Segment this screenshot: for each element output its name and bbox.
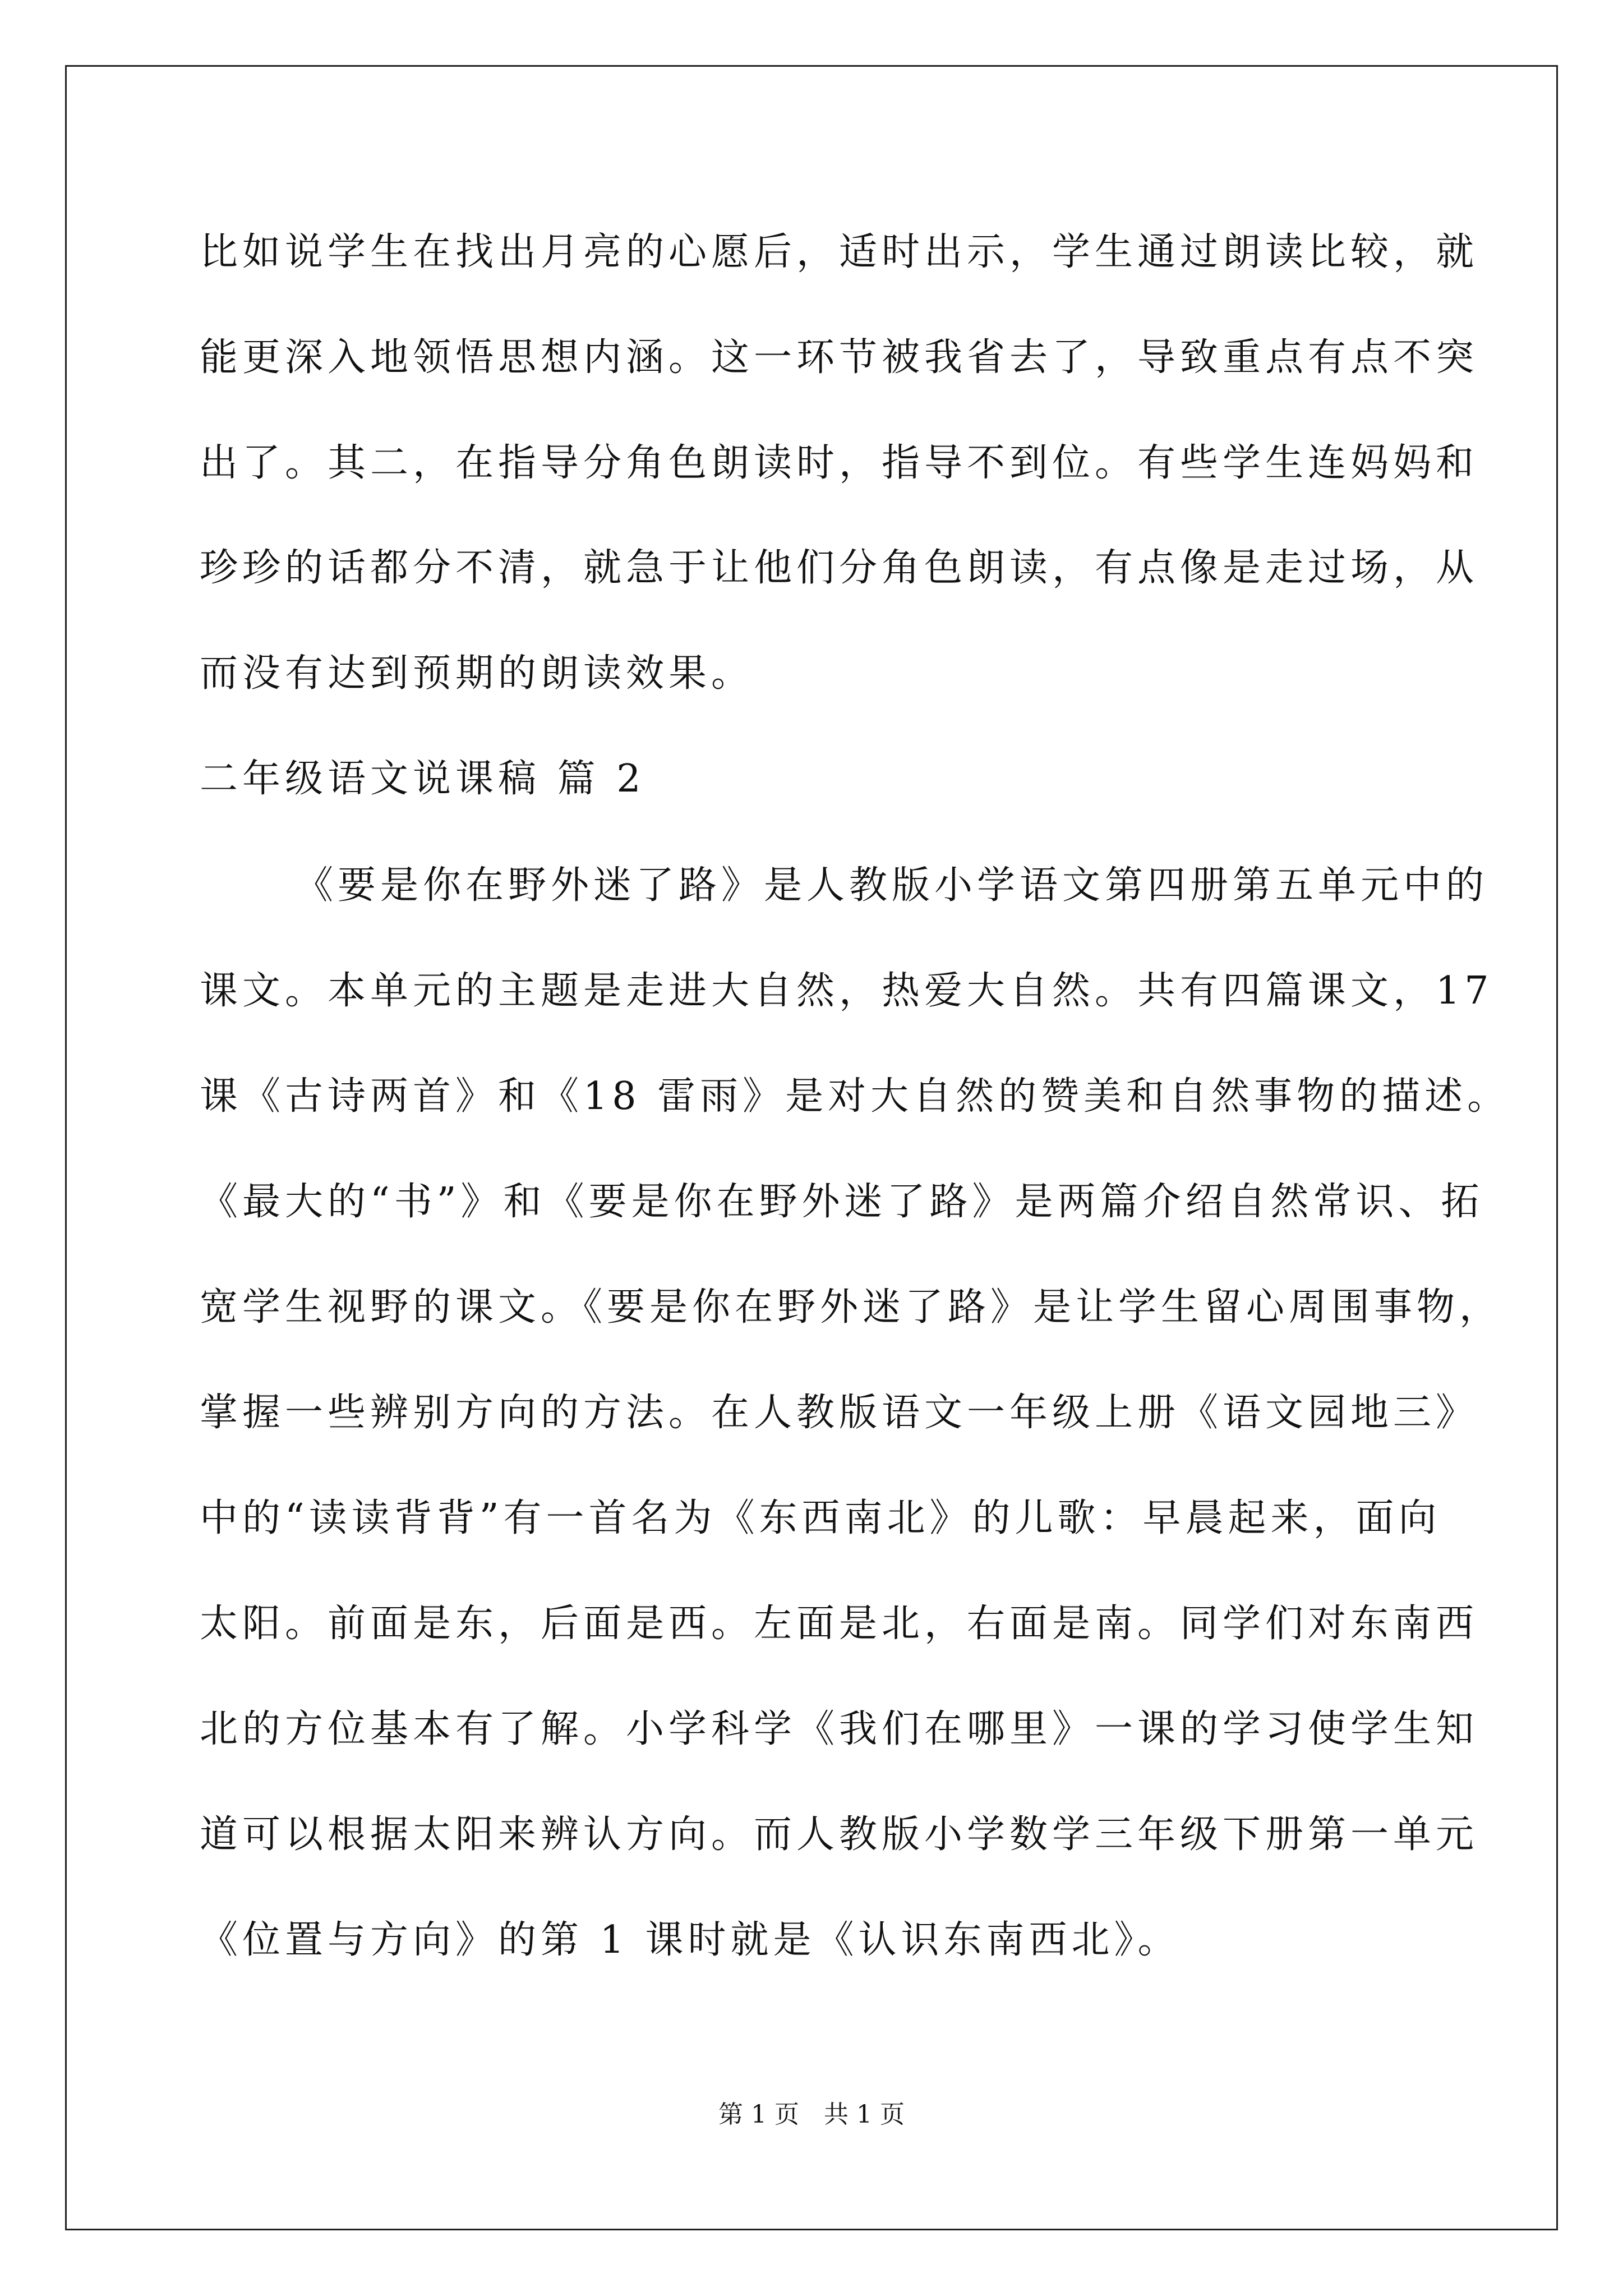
body-line-5: 而没有达到预期的朗读效果。 xyxy=(200,651,754,696)
paragraph-line-1: 《要是你在野外迷了路》是人教版小学语文第四册第五单元中的 xyxy=(295,863,1489,908)
page-footer: 第 1 页 共 1 页 xyxy=(718,2100,905,2129)
paragraph-line-4: 《最大的“书”》和《要是你在野外迷了路》是两篇介绍自然常识、拓 xyxy=(200,1180,1484,1224)
body-line-1: 比如说学生在找出月亮的心愿后，适时出示，学生通过朗读比较，就 xyxy=(200,230,1479,274)
body-line-3: 出了。其二，在指导分角色朗读时，指导不到位。有些学生连妈妈和 xyxy=(200,441,1479,485)
paragraph-line-11: 《位置与方向》的第 1 课时就是《认识东南西北》。 xyxy=(200,1918,1181,1962)
paragraph-line-10: 道可以根据太阳来辨认方向。而人教版小学数学三年级下册第一单元 xyxy=(200,1812,1479,1857)
paragraph-line-6: 掌握一些辨别方向的方法。在人教版语文一年级上册《语文园地三》 xyxy=(200,1391,1479,1435)
paragraph-line-5: 宽学生视野的课文。《要是你在野外迷了路》是让学生留心周围事物， xyxy=(200,1285,1502,1329)
section-heading: 二年级语文说课稿 篇 2 xyxy=(200,757,645,801)
paragraph-line-2: 课文。本单元的主题是走进大自然，热爱大自然。共有四篇课文，17 xyxy=(200,969,1493,1013)
paragraph-line-8: 太阳。前面是东，后面是西。左面是北，右面是南。同学们对东南西 xyxy=(200,1602,1479,1646)
paragraph-line-7: 中的“读读背背”有一首名为《东西南北》的儿歌：早晨起来，面向 xyxy=(200,1496,1441,1540)
paragraph-line-3: 课《古诗两首》和《18 雷雨》是对大自然的赞美和自然事物的描述。 xyxy=(200,1074,1510,1119)
body-line-2: 能更深入地领悟思想内涵。这一环节被我省去了，导致重点有点不突 xyxy=(200,335,1479,380)
page-border xyxy=(65,65,1558,2230)
paragraph-line-9: 北的方位基本有了解。小学科学《我们在哪里》一课的学习使学生知 xyxy=(200,1707,1479,1751)
body-line-4: 珍珍的话都分不清，就急于让他们分角色朗读，有点像是走过场，从 xyxy=(200,546,1479,590)
